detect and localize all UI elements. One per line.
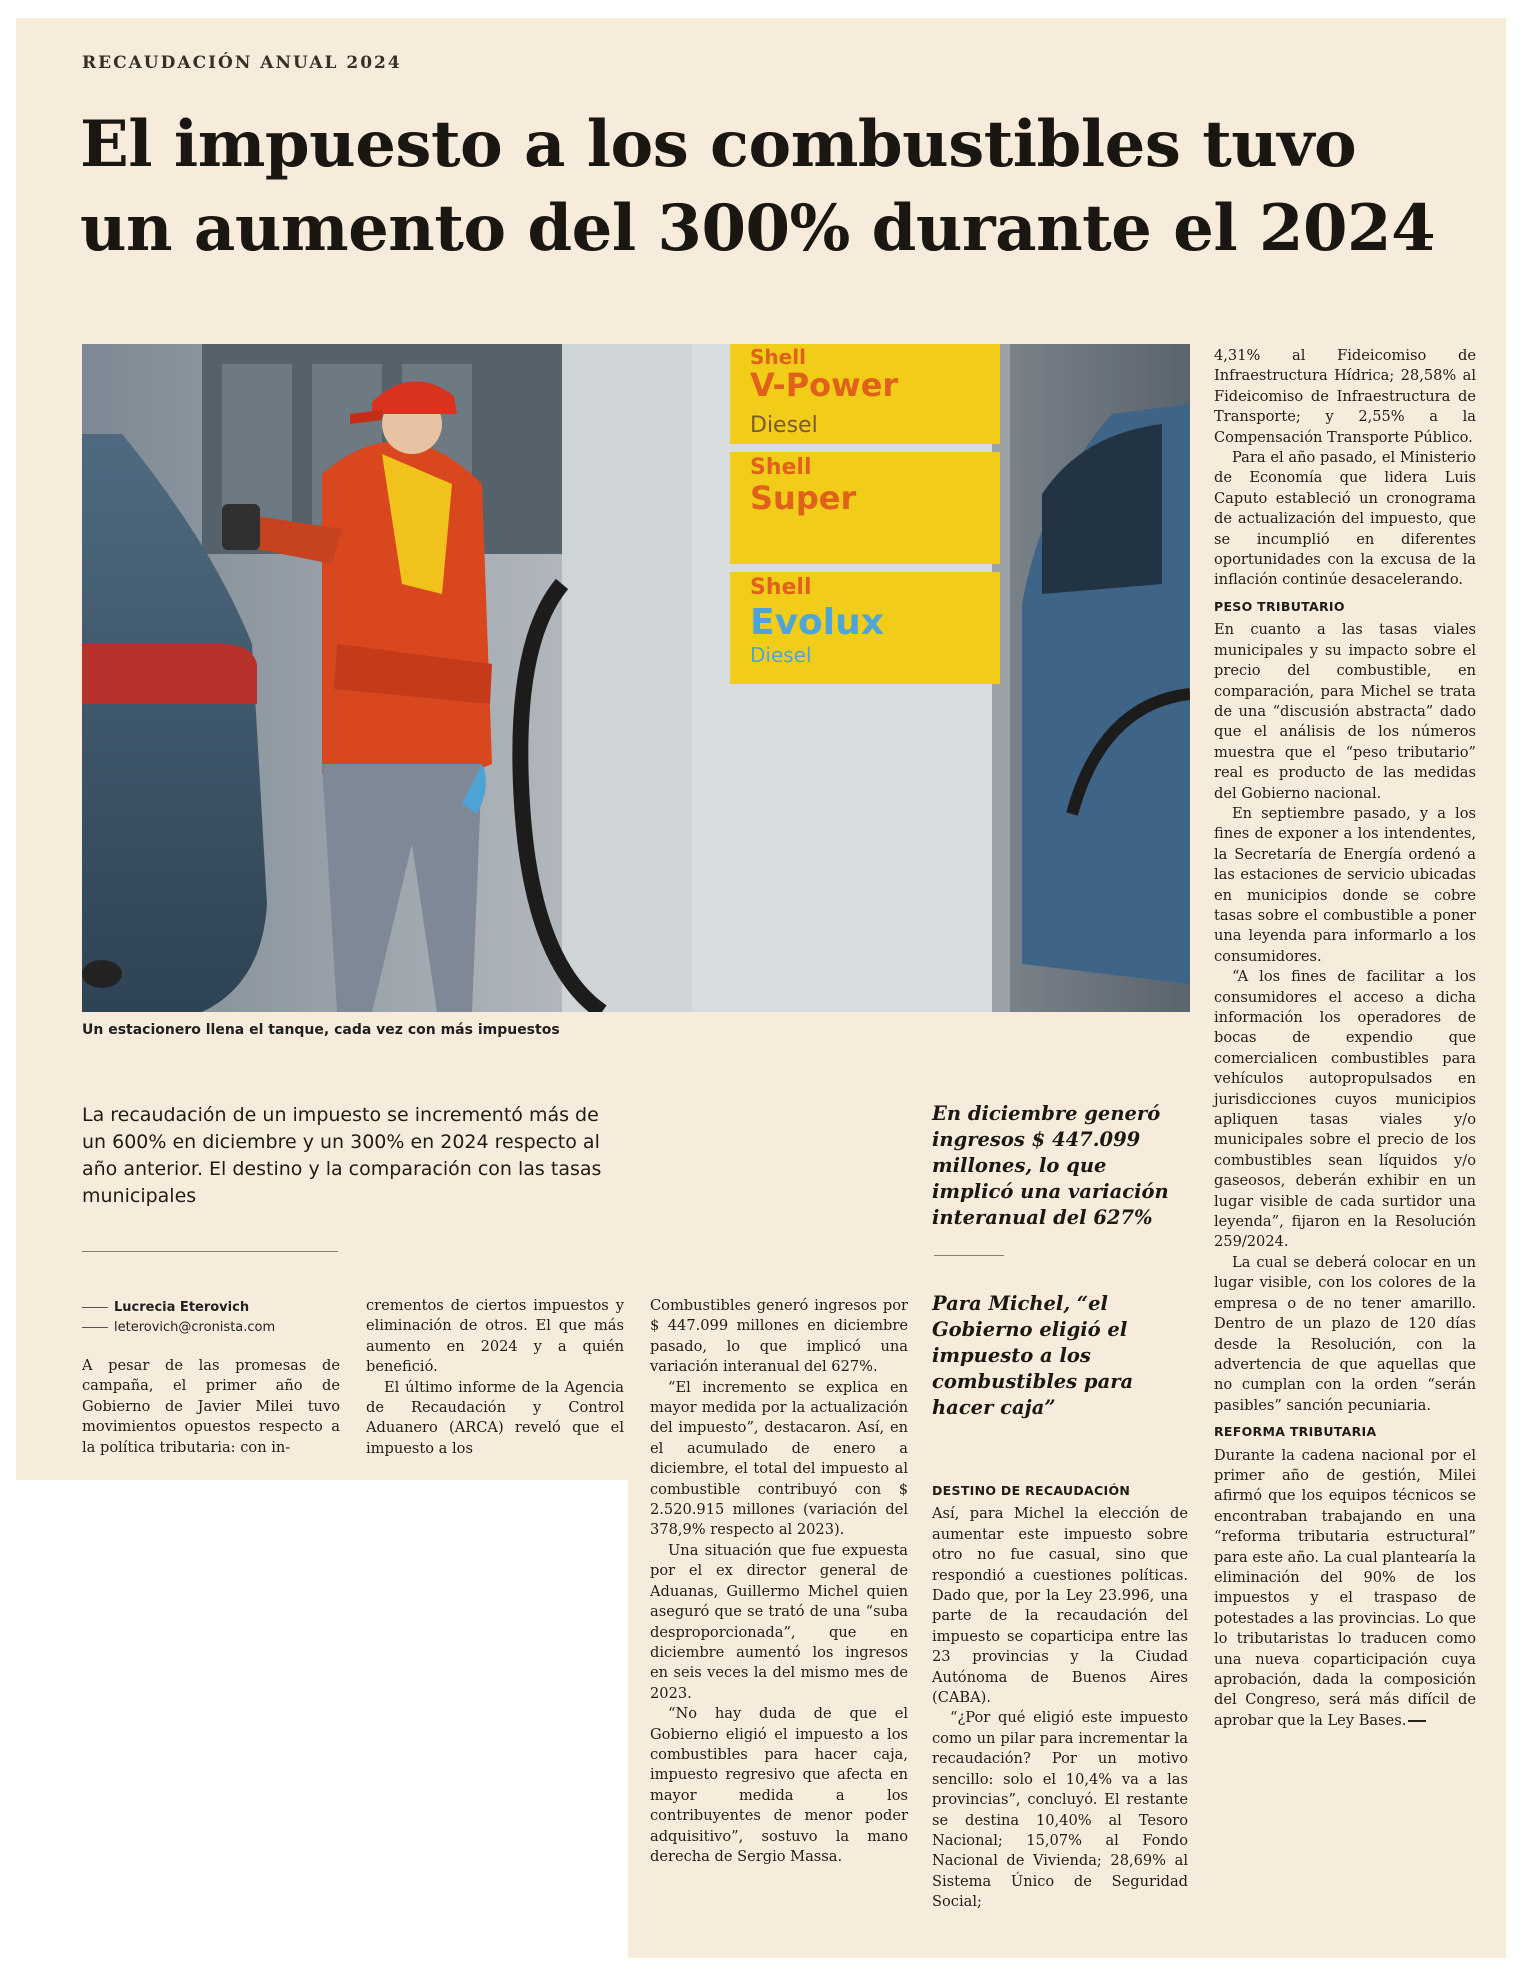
subhead-peso-tributario: PESO TRIBUTARIO xyxy=(1214,598,1345,614)
col3-paragraph-4: “No hay duda de que el Gobierno eligió el impuesto a los combustibles para hacer caja, impuesto regresivo que afecta en mayor medida a los contribuyentes de menor poder adquisitivo”, sostuvo la mano derecha de Sergio Massa. xyxy=(650,1705,908,1865)
sign3-brand: Shell xyxy=(750,575,812,600)
col5-paragraph-7 xyxy=(1214,1446,1476,1732)
col4-paragraph-2: “¿Por qué eligió este impuesto como un pilar para incrementar la recaudación? Por un motivo sencillo: solo el 10,4% va a las provincias”, concluyó. El restante se destina 10,40% al Tesoro Nacional; 15,07% al Fondo Nacional de Vivienda; 28,69% al Sistema Único de Seguridad Social; xyxy=(932,1709,1188,1911)
col3-paragraph-1: Combustibles generó ingresos por $ 447.099 millones en diciembre pasado, lo que implicó una variación interanual del 627%. xyxy=(650,1297,908,1376)
col5-paragraph-4: En septiembre pasado, y a los fines de exponer a los intendentes, la Secretaría de Energía ordenó a las estaciones de servicio ubicadas en municipios donde se cobre tasas sobre el combustible a poner una leyenda para informarlo a los consumidores. xyxy=(1214,804,1476,965)
section-kicker: RECAUDACIÓN ANUAL 2024 xyxy=(82,53,402,73)
pull-quote-rule xyxy=(934,1255,1004,1256)
gas-station-photo xyxy=(82,344,1190,1012)
col3-paragraph-2: “El incremento se explica en mayor medida por la actualización del impuesto”, destacaron. Así, en el acumulado de enero a diciembre, el total del impuesto al combustible contribuyó con $ 2.520.915 millones (variación del 378,9% respecto al 2023). xyxy=(650,1378,908,1539)
sign3-product: Evolux xyxy=(750,602,884,643)
photo-caption: Un estacionero llena el tanque, cada vez con más impuestos xyxy=(82,1022,560,1038)
headline xyxy=(80,103,1460,271)
email-line xyxy=(82,1318,352,1338)
author-name: Lucrecia Eterovich xyxy=(114,1300,250,1315)
byline xyxy=(82,1298,352,1338)
headline-line-2: un aumento del 300% durante el 2024 xyxy=(80,191,1436,266)
col3-paragraph-3: Una situación que fue expuesta por el ex director general de Aduanas, Guillermo Michel quien aseguró que se trató de una “suba desproporcionada”, que en diciembre aumentó los ingresos en seis veces la del mismo mes de 2023. xyxy=(650,1541,908,1702)
column-4 xyxy=(932,1475,1188,1913)
subhead-destino: DESTINO DE RECAUDACIÓN xyxy=(932,1483,1131,1498)
column-5 xyxy=(1214,346,1476,1731)
col5-paragraph-6: La cual se deberá colocar en un lugar visible, con los colores de la empresa o de no tener amarillo. Dentro de un plazo de 120 días desde la Resolución, con la advertencia de que aquellas que no cumplan con la orden “serán pasibles” sanción pecuniaria. xyxy=(1214,1253,1476,1414)
column-2 xyxy=(366,1296,624,1459)
column-1 xyxy=(82,1356,340,1458)
col5-paragraph-2: Para el año pasado, el Ministerio de Economía que lidera Luis Caputo estableció un cronograma de actualización del impuesto, que se incumplió en diferentes oportunidades con la excusa de la inflación continúe desacelerando. xyxy=(1214,449,1476,589)
sign1-brand: Shell xyxy=(750,345,806,369)
sign1-product: V-Power xyxy=(750,366,899,404)
col4-paragraph-1: Así, para Michel la elección de aumentar este impuesto sobre otro no fue casual, sino que respondió a cuestiones políticas. Dado que, por la Ley 23.996, una parte de la recaudación del impuesto se coparticipa entre las 23 provincias y la Ciudad Autónoma de Buenos Aires (CABA). xyxy=(932,1505,1188,1707)
headline-line-1: El impuesto a los combustibles tuvo xyxy=(80,107,1357,182)
lede: La recaudación de un impuesto se incrementó más de un 600% en diciembre y un 300% en 2024 respecto al año anterior. El destino y la comparación con las tasas municipales xyxy=(82,1104,602,1207)
pull-quote-2: Para Michel, “el Gobierno eligió el impuesto a los combustibles para hacer caja” xyxy=(932,1292,1134,1419)
col5-paragraph-3: En cuanto a las tasas viales municipales y su impacto sobre el precio del combustible, en comparación, para Michel se trata de una “discusión abstracta” dado que el análisis de los números muestra que el “peso tributario” real es producto de las medidas del Gobierno nacional. xyxy=(1214,621,1476,802)
col5-paragraph-5: “A los fines de facilitar a los consumidores el acceso a dicha información los operadores de bocas de expendio que comercialicen combustibles para vehículos autopropulsados en jurisdicciones cuyos municipios apliquen tasas viales y/o municipales sobre el precio de los combustibles sean líquidos y/o gaseosos, deberán exhibir en un lugar visible de cada surtidor una leyenda”, fijaron en la Resolución 259/2024. xyxy=(1214,968,1476,1251)
col5-paragraph-7-text: Durante la cadena nacional por el primer año de gestión, Milei afirmó que los equipos técnicos se encontraban trabajando en una “reforma tributaria estructural” para este año. La cual plantearía la eliminación del 90% de los impuestos y el traspaso de potestades a las provincias. Lo que lo tributaristas lo traducen como una nueva coparticipación cuya aprobación, dada la composición del Congreso, será más difícil de aprobar que la Ley Bases. xyxy=(1214,1446,1476,1729)
article-end-mark xyxy=(1408,1720,1426,1722)
sign2-brand: Shell xyxy=(750,455,812,480)
column-3 xyxy=(650,1296,908,1867)
sign3-type: Diesel xyxy=(750,643,812,667)
col2-paragraph-2: El último informe de la Agencia de Recaudación y Control Aduanero (ARCA) reveló que el impuesto a los xyxy=(366,1378,624,1457)
col5-paragraph-1: 4,31% al Fideicomiso de Infraestructura Hídrica; 28,58% al Fideicomiso de Infraestructura de Transporte; y 2,55% a la Compensación Transporte Público. xyxy=(1214,347,1476,446)
subhead-reforma-tributaria: REFORMA TRIBUTARIA xyxy=(1214,1424,1377,1440)
sign1-type: Diesel xyxy=(750,413,818,438)
lede-rule xyxy=(82,1251,338,1252)
col2-paragraph-1: crementos de ciertos impuestos y eliminación de otros. El que más aumento en 2024 y a quién benefició. xyxy=(366,1297,624,1376)
col1-paragraph-1: A pesar de las promesas de campaña, el primer año de Gobierno de Javier Milei tuvo movimientos opuestos respecto a la política tributaria: con in- xyxy=(82,1357,340,1456)
author-line xyxy=(82,1298,352,1318)
article-photo xyxy=(82,344,1190,1012)
sign2-product: Super xyxy=(750,479,857,517)
pull-quote-1: En diciembre generó ingresos $ 447.099 millones, lo que implicó una variación interanual del 627% xyxy=(932,1102,1169,1229)
author-email[interactable]: leterovich@cronista.com xyxy=(114,1320,276,1335)
